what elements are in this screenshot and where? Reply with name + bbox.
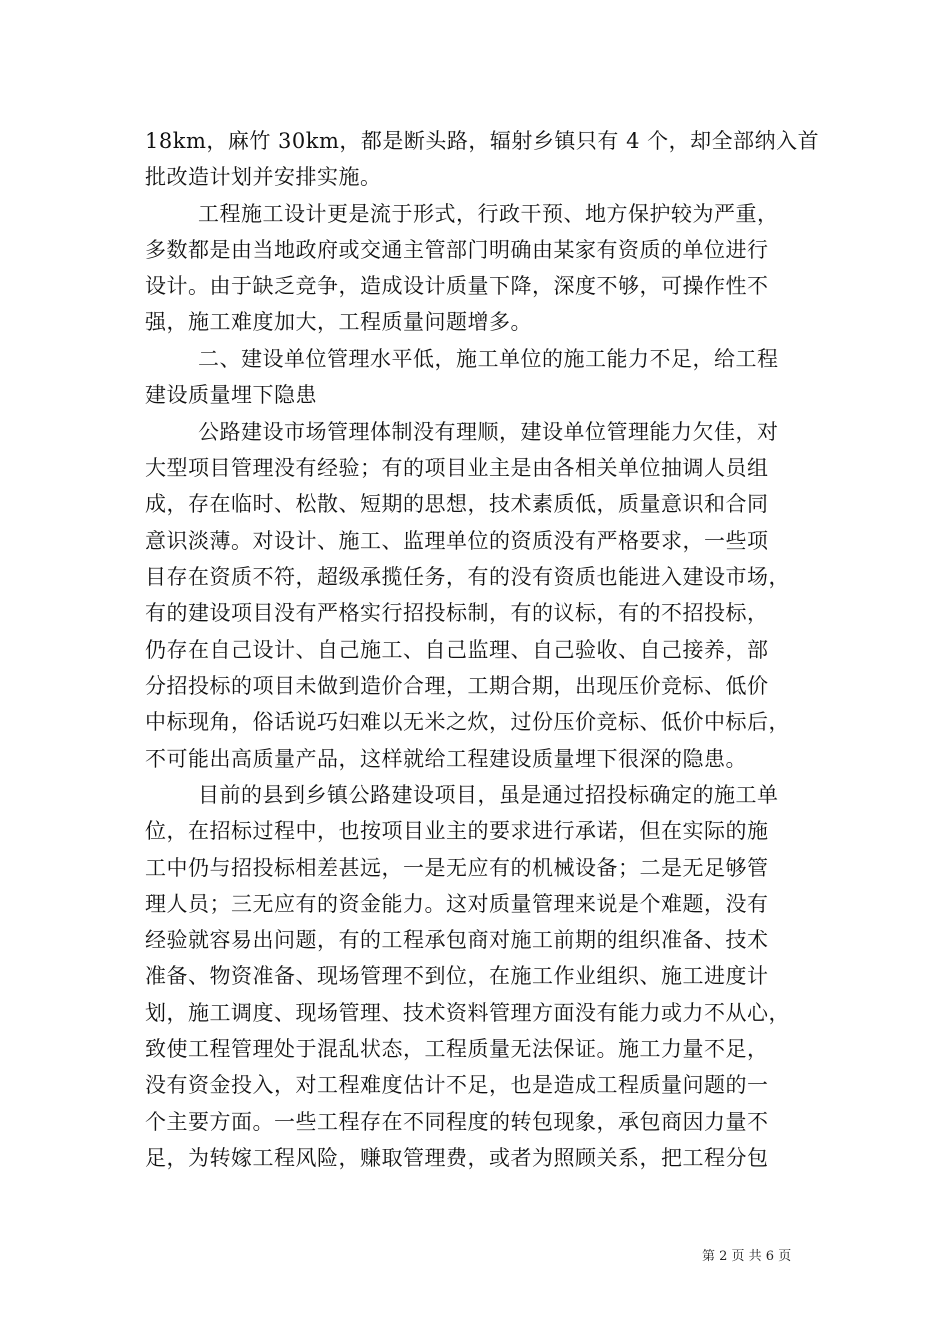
section-heading-line: 二、建设单位管理水平低，施工单位的施工能力不足，给工程 (198, 347, 779, 371)
page-number: 第 2 页 共 6 页 (702, 1249, 792, 1264)
text-line: 没有资金投入，对工程难度估计不足，也是造成工程质量问题的一 (145, 1073, 769, 1097)
text-line: 强，施工难度加大，工程质量问题增多。 (145, 310, 532, 334)
text-line: 分招投标的项目未做到造价合理，工期合期，出现压价竞标、低价 (145, 674, 769, 698)
text-line: 仍存在自己设计、自己施工、自己监理、自己验收、自己接养，部 (145, 638, 769, 662)
text-line: 18km，麻竹 30km，都是断头路，辐射乡镇只有 4 个，却全部纳入首 (145, 129, 820, 153)
text-line: 多数都是由当地政府或交通主管部门明确由某家有资质的单位进行 (145, 238, 769, 262)
paragraph-start-line: 目前的县到乡镇公路建设项目，虽是通过招投标确定的施工单 (198, 783, 779, 807)
text-line: 批改造计划并安排实施。 (145, 165, 382, 189)
text-line: 意识淡薄。对设计、施工、监理单位的资质没有严格要求，一些项 (145, 529, 769, 553)
text-line: 大型项目管理没有经验；有的项目业主是由各相关单位抽调人员组 (145, 456, 769, 480)
text-line: 目存在资质不符，超级承揽任务，有的没有资质也能进入建设市场， (145, 565, 790, 589)
text-line: 工中仍与招投标相差甚远，一是无应有的机械设备；二是无足够管 (145, 856, 769, 880)
paragraph-start-line: 公路建设市场管理体制没有理顺，建设单位管理能力欠佳，对 (198, 420, 779, 444)
text-line: 成，存在临时、松散、短期的思想，技术素质低，质量意识和合同 (145, 492, 769, 516)
text-line: 个主要方面。一些工程存在不同程度的转包现象，承包商因力量不 (145, 1110, 769, 1134)
text-line: 中标现角，俗话说巧妇难以无米之炊，过份压价竞标、低价中标后， (145, 710, 790, 734)
paragraph-start-line: 工程施工设计更是流于形式，行政干预、地方保护较为严重， (198, 202, 779, 226)
text-line: 位，在招标过程中，也按项目业主的要求进行承诺，但在实际的施 (145, 819, 769, 843)
text-line: 致使工程管理处于混乱状态，工程质量无法保证。施工力量不足， (145, 1037, 769, 1061)
text-line: 划，施工调度、现场管理、技术资料管理方面没有能力或力不从心， (145, 1001, 790, 1025)
text-line: 准备、物资准备、现场管理不到位，在施工作业组织、施工进度计 (145, 964, 769, 988)
text-line: 经验就容易出问题，有的工程承包商对施工前期的组织准备、技术 (145, 928, 769, 952)
section-heading-line: 建设质量埋下隐患 (145, 383, 317, 407)
text-line: 设计。由于缺乏竞争，造成设计质量下降，深度不够，可操作性不 (145, 274, 769, 298)
text-line: 足，为转嫁工程风险，赚取管理费，或者为照顾关系，把工程分包 (145, 1146, 769, 1170)
text-line: 理人员；三无应有的资金能力。这对质量管理来说是个难题，没有 (145, 892, 769, 916)
text-line: 不可能出高质量产品，这样就给工程建设质量埋下很深的隐患。 (145, 747, 747, 771)
text-line: 有的建设项目没有严格实行招投标制，有的议标，有的不招投标， (145, 601, 769, 625)
